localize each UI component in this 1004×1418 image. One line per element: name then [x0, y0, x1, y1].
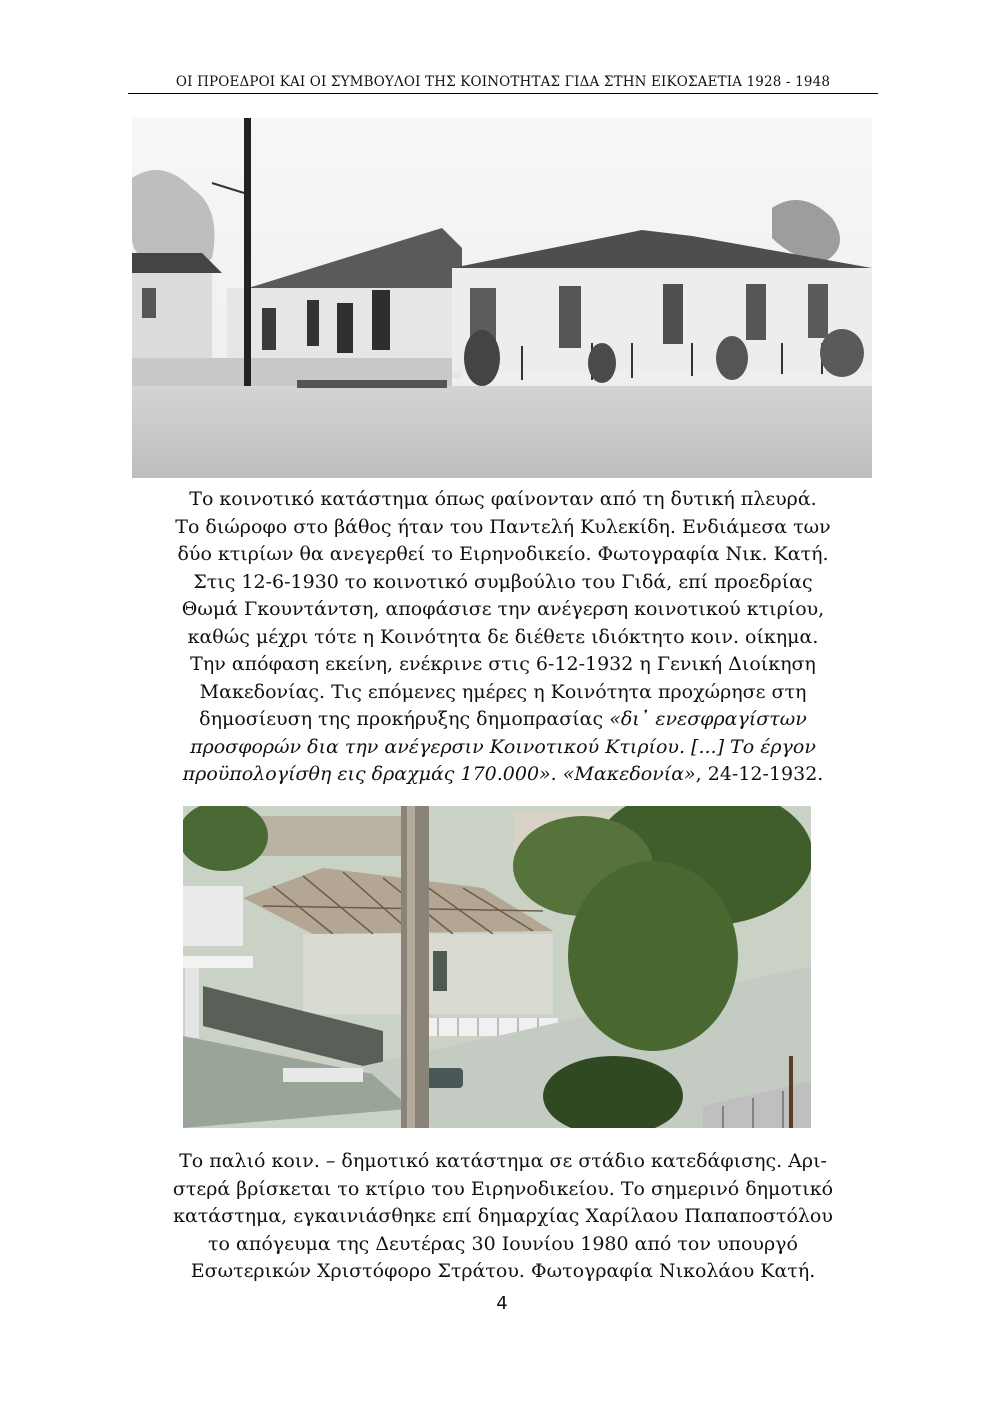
caption-line: στερά βρίσκεται το κτίριο του Ειρηνοδικείου. Το σημερινό δημοτικό: [172, 1177, 834, 1200]
source-date: , 24-12-1932.: [695, 763, 824, 785]
caption-line: Εσωτερικών Χριστόφορο Στράτου. Φωτογραφία Νικολάου Κατή.: [190, 1260, 816, 1282]
caption-text: δημοσίευση της προκήρυξης δημοπρασίας: [199, 708, 604, 730]
caption-line: καθώς μέχρι τότε η Κοινότητα δε διέθετε ιδιόκτητο κοιν. οίκημα.: [187, 625, 819, 648]
caption-line: το απόγευμα της Δευτέρας 30 Ιουνίου 1980 από τον υπουργό: [208, 1232, 798, 1255]
caption-line: Θωμά Γκουντάντση, αποφάσισε την ανέγερση κοινοτικού κτιρίου,: [181, 598, 825, 620]
caption-line: Στις 12-6-1930 το κοινοτικό συμβούλιο του Γιδά, επί προεδρίας: [193, 570, 813, 593]
caption-line: Το παλιό κοιν. – δημοτικό κατάστημα σε στάδιο κατεδάφισης. Αρι-: [179, 1150, 827, 1172]
caption-line: Το κοινοτικό κατάστημα όπως φαίνονταν από τη δυτική πλευρά.: [189, 488, 817, 510]
running-header: ΟΙ ΠΡΟΕΔΡΟΙ ΚΑΙ ΟΙ ΣΥΜΒΟΥΛΟΙ ΤΗΣ ΚΟΙΝΟΤΗΤΑΣ ΓΙΔΑ ΣΤΗΝ ΕΙΚΟΣΑΕΤΙΑ 1928 - 1948: [128, 74, 878, 94]
caption-line: [128, 761, 878, 789]
demolition-photo: [183, 806, 811, 1128]
newspaper-quote: «δι᾽ ενεσφραγίστων: [609, 708, 807, 730]
caption-line: Το διώροφο στο βάθος ήταν του Παντελή Κυλεκίδη. Ενδιάμεσα των: [175, 515, 831, 538]
newspaper-quote: προσφορών δια την ανέγερσιν Κοινοτικού Κτιρίου. [...] Το έργον: [190, 735, 816, 758]
caption-line: [128, 706, 878, 734]
newspaper-source: «Μακεδονία»: [562, 763, 696, 785]
newspaper-quote: προϋπολογίσθη εις δραχμάς 170.000».: [182, 763, 557, 785]
page-number: 4: [496, 1293, 508, 1314]
caption-line: κατάστημα, εγκαινιάσθηκε επί δημαρχίας Χαρίλαου Παπαποστόλου: [173, 1205, 833, 1227]
caption-demolition: [128, 1148, 878, 1286]
caption-line: Την απόφαση εκείνη, ενέκρινε στις 6-12-1932 η Γενική Διοίκηση: [190, 653, 816, 675]
caption-line: δύο κτιρίων θα ανεγερθεί το Ειρηνοδικείο. Φωτογραφία Νικ. Κατή.: [177, 543, 829, 565]
caption-community-building: [128, 486, 878, 789]
caption-line: Μακεδονίας. Τις επόμενες ημέρες η Κοινότητα προχώρησε στη: [199, 680, 807, 703]
community-building-photo: [132, 118, 872, 478]
